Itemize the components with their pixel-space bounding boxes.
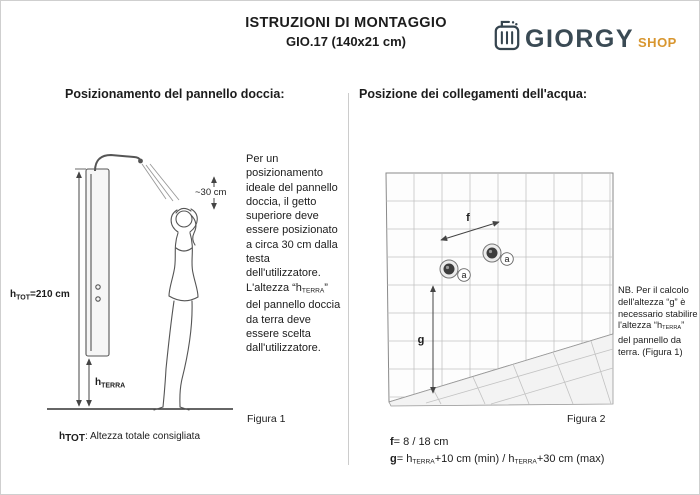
formula-g-sub-2: TERRA [514, 458, 537, 466]
g-dim-label: g [417, 334, 425, 346]
footnote-h: h [59, 431, 66, 442]
positioning-paragraph [246, 152, 344, 356]
shower-panel-drawing [86, 155, 179, 356]
htot-footnote [59, 431, 200, 444]
nb-text: NB. Per il calcolo dell'altezza “g” è necessario stabilire l'altezza “h [618, 285, 698, 331]
figure1-shower-panel-diagram [9, 149, 244, 441]
formula-g-sub-1: TERRA [412, 458, 435, 466]
nb-text-2: ” del pannello da terra. (Figura 1) [618, 320, 685, 358]
formula-f-lead: f [390, 436, 394, 448]
brand-name: GIORGY [525, 25, 635, 53]
figure2-caption: Figura 2 [567, 413, 606, 425]
connection-a2-label: a [504, 254, 510, 265]
figure2-water-connections-diagram [371, 163, 621, 408]
formula-f-text: = 8 / 18 cm [393, 436, 449, 448]
paragraph-text-2: ” del pannello doccia da terra deve essere scelta dall'utilizzatore. [246, 281, 341, 355]
formula-g-text-3: +30 cm (max) [536, 453, 605, 465]
f-dim-label: f [466, 212, 470, 224]
formula-g-text-2: +10 cm (min) / h [434, 453, 515, 465]
footnote-sub: TOT [65, 433, 85, 445]
connection-a1-label: a [461, 270, 467, 281]
paragraph-subscript: TERRA [301, 287, 325, 295]
page-subtitle: GIO.17 (140x21 cm) [286, 34, 406, 49]
water-spray-lines [142, 164, 179, 201]
figure1-caption: Figura 1 [247, 413, 286, 425]
formula-g-lead: g [390, 453, 397, 465]
footnote-text: : Altezza totale consigliata [84, 431, 201, 442]
logo-shower-icon [493, 18, 521, 52]
brand-suffix: SHOP [638, 35, 677, 50]
page-title: ISTRUZIONI DI MONTAGGIO [245, 15, 447, 31]
formula-g-text-1: = h [396, 453, 413, 465]
htot-dim-label: $h_{TOT}=210$ cm [10, 289, 70, 302]
brand-logo [493, 15, 677, 52]
nb-note [618, 285, 698, 359]
user-silhouette [154, 208, 198, 410]
formula-f [390, 436, 448, 448]
column-divider [348, 93, 349, 465]
left-section-heading: Posizionamento del pannello doccia: [65, 87, 285, 101]
formula-g [390, 453, 604, 465]
right-section-heading: Posizione dei collegamenti dell'acqua: [359, 87, 588, 101]
nb-subscript: TERRA [662, 325, 682, 332]
dim-30cm-label: ~30 cm [195, 187, 227, 198]
hterra-dim-label: $h_{TERRA}$ [95, 377, 126, 390]
paragraph-text: Per un posizionamento ideale del pannello doccia, il getto superiore deve essere posizionato a circa 30 cm dalla testa dell'utilizzatore. L'altezza “h [246, 153, 338, 294]
